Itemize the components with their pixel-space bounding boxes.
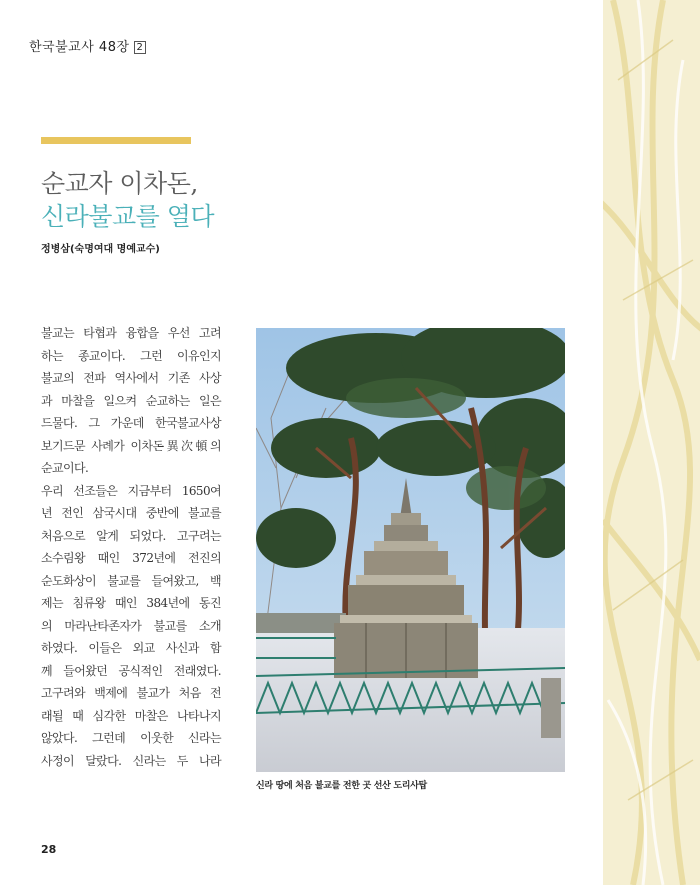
article-title-line1: 순교자 이차돈, xyxy=(41,169,198,198)
body-text-line: 않았다. 그런데 이웃한 신라는 xyxy=(41,731,221,745)
body-text-line: 의 마라난타존자가 불교를 소개 xyxy=(41,618,221,633)
title-accent-bar xyxy=(41,137,191,144)
running-title: 한국불교사 48장 xyxy=(29,40,130,55)
body-text-line: 년 전인 삼국시대 중반에 불교를 xyxy=(41,506,221,520)
body-text-line: 소수림왕 때인 372년에 전진의 xyxy=(41,551,221,565)
body-text-line: 께 들어왔던 공식적인 전래였다. xyxy=(41,663,221,678)
author-byline: 정병삼(숙명여대 명예교수) xyxy=(41,244,160,255)
body-text-line: 불교는 타협과 융합을 우선 고려 xyxy=(41,326,221,340)
body-text-line: 우리 선조들은 지금부터 1650여 xyxy=(41,483,221,498)
body-text-line: 순교이다. xyxy=(41,461,89,475)
body-text-line: 과 마찰을 일으켜 순교하는 일은 xyxy=(41,393,221,408)
body-text-line: 래될 때 심각한 마찰은 나타나지 xyxy=(41,708,221,723)
body-text-line: 불교의 전파 역사에서 기존 사상 xyxy=(41,371,221,385)
body-text-line: 제는 침류왕 때인 384년에 동진 xyxy=(41,596,221,610)
body-text-line: 처음으로 알게 되었다. 고구려는 xyxy=(41,528,221,543)
section-number-box: 2 xyxy=(134,41,147,54)
body-text-line: 드물다. 그 가운데 한국불교사상 xyxy=(41,416,221,430)
decorative-side-band xyxy=(603,0,700,885)
body-text-line: 사정이 달랐다. 신라는 두 나라 xyxy=(41,753,221,768)
article-title-line2: 신라불교를 열다 xyxy=(41,202,214,231)
running-header xyxy=(29,36,146,55)
photo-caption: 신라 땅에 처음 불교를 전한 곳 선산 도리사탑 xyxy=(256,781,427,791)
body-text-line: 보기드문 사례가 이차돈異次頓의 xyxy=(41,438,221,453)
body-text-line: 하였다. 이들은 외교 사신과 함 xyxy=(41,641,221,655)
page-number: 28 xyxy=(41,843,57,856)
body-text-line: 고구려와 백제에 불교가 처음 전 xyxy=(41,686,221,700)
body-text-line: 순도화상이 불교를 들여왔고, 백 xyxy=(41,573,221,588)
body-text-line: 하는 종교이다. 그런 이유인지 xyxy=(41,348,221,363)
pagoda-photo xyxy=(256,328,565,772)
body-text-column xyxy=(41,322,221,772)
